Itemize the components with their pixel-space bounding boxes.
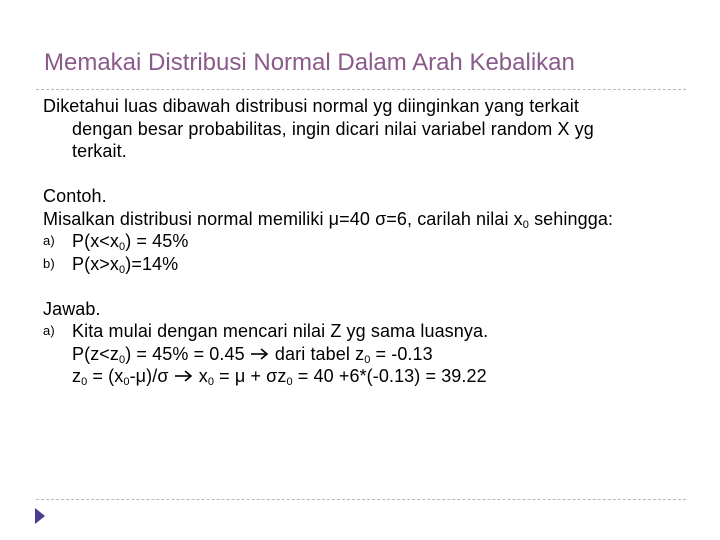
- answer-line-1: a) Kita mulai dengan mencari nilai Z yg sama luasnya.: [43, 321, 489, 341]
- right-arrow-icon: [250, 347, 270, 361]
- item-marker: a): [43, 233, 55, 248]
- answer-heading: Jawab.: [43, 298, 101, 319]
- intro-line-1: Diketahui luas dibawah distribusi normal yg diinginkan yang terkait: [43, 96, 579, 116]
- intro-line-2: dengan besar probabilitas, ingin dicari nilai variabel random X yg: [72, 118, 594, 139]
- right-arrow-icon: [174, 369, 194, 383]
- answer-line-3: $z_0 = (x_0-\mu)/\sigma$ $x_0 = \mu + \sigma z_0 = 40 +6*(-0.13) = 39.22$: [72, 366, 487, 388]
- example-heading: Contoh.: [43, 186, 107, 206]
- item-marker: b): [43, 255, 55, 271]
- slide-title: Memakai Distribusi Normal Dalam Arah Kebalikan: [44, 49, 575, 76]
- answer-line-2: $P(z<z_0) = 45\% = 0.45$ dari tabel $z_0 = -0.13$: [72, 343, 433, 366]
- example-item-a: a) $P(x<x_0) = 45\%$: [43, 231, 189, 253]
- title-divider: [36, 89, 686, 90]
- triangle-bullet-icon: [34, 507, 46, 525]
- slide-body: [43, 95, 693, 388]
- item-marker: a): [43, 323, 55, 338]
- example-item-b: b) $P(x>x_0)=14\%$: [43, 253, 179, 276]
- intro-line-3: terkait.: [72, 141, 127, 161]
- footer-divider: [36, 499, 686, 500]
- example-problem: Misalkan distribusi normal memiliki μ=40 σ=6, carilah nilai $x_0$ sehingga:: [43, 208, 614, 231]
